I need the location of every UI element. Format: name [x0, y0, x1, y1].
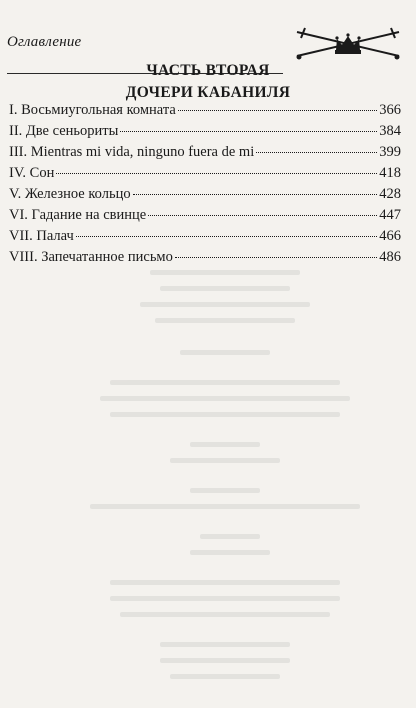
toc-entry-title: VI. Гадание на свинце	[9, 207, 147, 223]
toc-entry-page: 447	[379, 207, 401, 223]
toc-entry[interactable]	[9, 144, 401, 165]
toc-leader-dots	[120, 131, 377, 132]
toc-leader-dots	[256, 152, 377, 153]
toc-entry-page: 466	[379, 228, 401, 244]
toc-entry-title: VII. Палач	[9, 228, 74, 244]
toc-entry[interactable]	[9, 207, 401, 228]
toc-entry[interactable]	[9, 102, 401, 123]
toc-entry-page: 366	[379, 102, 401, 118]
toc-entry-title: V. Железное кольцо	[9, 186, 131, 202]
toc-entry-title: I. Восьмиугольная комната	[9, 102, 176, 118]
toc-entry-page: 399	[379, 144, 401, 160]
table-of-contents	[9, 102, 401, 270]
crossed-swords-crown-icon	[287, 26, 411, 60]
toc-entry[interactable]	[9, 165, 401, 186]
toc-leader-dots	[175, 257, 377, 258]
toc-entry[interactable]	[9, 186, 401, 207]
toc-leader-dots	[133, 194, 378, 195]
toc-entry[interactable]	[9, 249, 401, 270]
part-subtitle: ДОЧЕРИ КАБАНИЛЯ	[125, 84, 291, 101]
header-title: Оглавление	[7, 34, 82, 50]
toc-entry-page: 384	[379, 123, 401, 139]
toc-entry-title: IV. Сон	[9, 165, 55, 181]
toc-entry-title: III. Mientras mi vida, ninguno fuera de mi	[9, 144, 255, 160]
toc-entry-title: II. Две сеньориты	[9, 123, 119, 139]
toc-leader-dots	[148, 215, 377, 216]
show-through-texture	[90, 270, 360, 690]
toc-entry-title: VIII. Запечатанное письмо	[9, 249, 173, 265]
toc-entry-page: 428	[379, 186, 401, 202]
toc-entry-page: 418	[379, 165, 401, 181]
running-header	[7, 26, 407, 56]
part-title: ЧАСТЬ ВТОРАЯ	[146, 62, 270, 79]
toc-leader-dots	[76, 236, 377, 237]
toc-leader-dots	[56, 173, 377, 174]
toc-entry-page: 486	[379, 249, 401, 265]
toc-entry[interactable]	[9, 123, 401, 144]
toc-leader-dots	[178, 110, 377, 111]
toc-entry[interactable]	[9, 228, 401, 249]
